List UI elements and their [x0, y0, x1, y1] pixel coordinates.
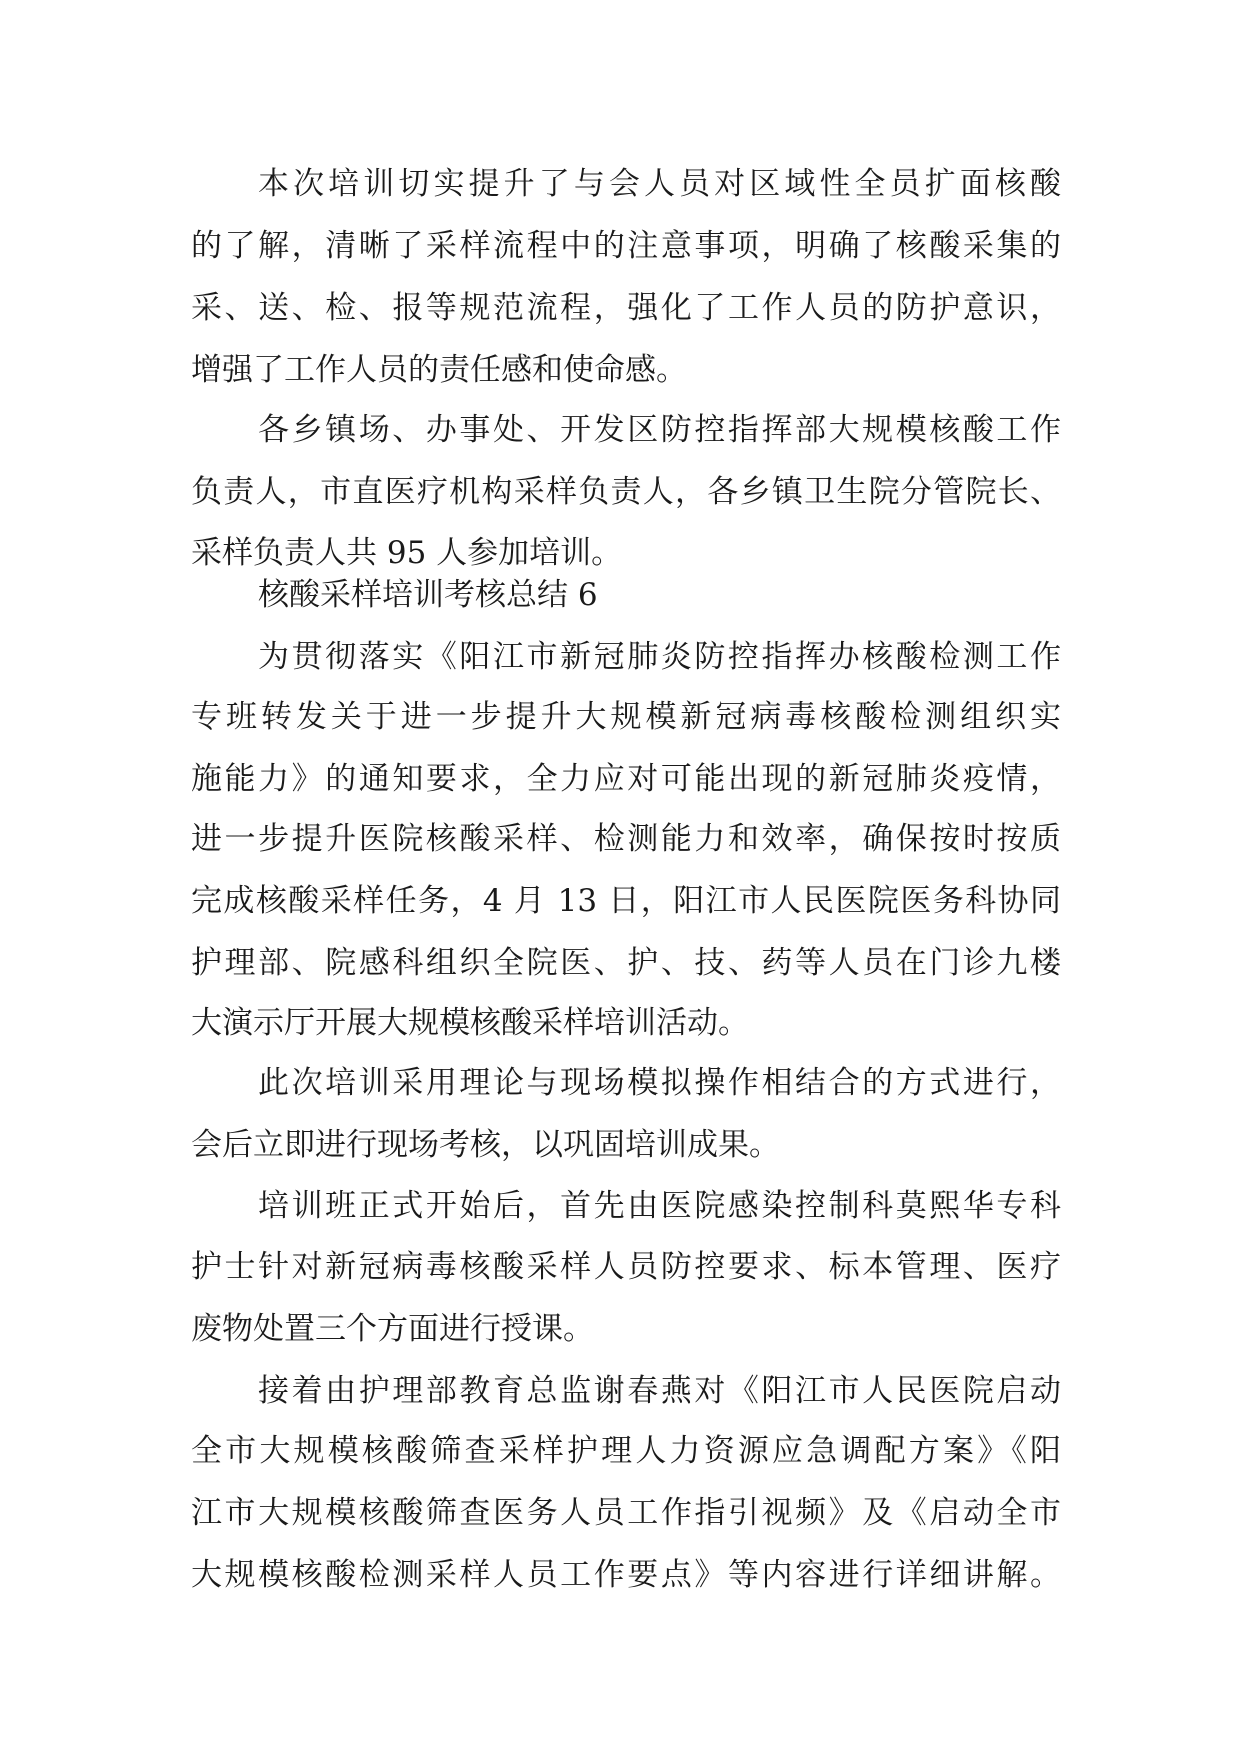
paragraph-1-line-3: 采、送、检、报等规范流程，强化了工作人员的防护意识， — [191, 290, 1061, 326]
paragraph-6-line-1: 接着由护理部教育总监谢春燕对《阳江市人民医院启动 — [258, 1373, 1061, 1409]
paragraph-4-line-2: 会后立即进行现场考核，以巩固培训成果。 — [191, 1127, 780, 1163]
paragraph-6-line-4: 大规模核酸检测采样人员工作要点》等内容进行详细讲解。 — [191, 1557, 1061, 1593]
paragraph-3-line-3: 施能力》的通知要求，全力应对可能出现的新冠肺炎疫情， — [191, 761, 1061, 797]
paragraph-5-line-2: 护士针对新冠病毒核酸采样人员防控要求、标本管理、医疗 — [191, 1249, 1061, 1285]
paragraph-3-line-1: 为贯彻落实《阳江市新冠肺炎防控指挥办核酸检测工作 — [258, 639, 1061, 675]
paragraph-5-line-1: 培训班正式开始后，首先由医院感染控制科莫熙华专科 — [258, 1188, 1061, 1224]
section-heading: 核酸采样培训考核总结 6 — [258, 577, 598, 613]
paragraph-6-line-3: 江市大规模核酸筛查医务人员工作指引视频》及《启动全市 — [191, 1495, 1061, 1531]
paragraph-3-line-5: 完成核酸采样任务，4 月 13 日，阳江市人民医院医务科协同 — [191, 883, 1061, 919]
paragraph-6-line-2: 全市大规模核酸筛查采样护理人力资源应急调配方案》《阳 — [191, 1433, 1061, 1469]
paragraph-3-line-6: 护理部、院感科组织全院医、护、技、药等人员在门诊九楼 — [191, 945, 1061, 981]
paragraph-3-line-7: 大演示厅开展大规模核酸采样培训活动。 — [191, 1005, 749, 1041]
paragraph-1-line-2: 的了解，清晰了采样流程中的注意事项，明确了核酸采集的 — [191, 228, 1061, 264]
paragraph-5-line-3: 废物处置三个方面进行授课。 — [191, 1311, 594, 1347]
paragraph-2-line-2: 负责人，市直医疗机构采样负责人，各乡镇卫生院分管院长、 — [191, 474, 1061, 510]
paragraph-2-line-3: 采样负责人共 95 人参加培训。 — [191, 535, 623, 571]
paragraph-4-line-1: 此次培训采用理论与现场模拟操作相结合的方式进行， — [258, 1065, 1061, 1101]
paragraph-1-line-4: 增强了工作人员的责任感和使命感。 — [191, 352, 687, 388]
paragraph-1-line-1: 本次培训切实提升了与会人员对区域性全员扩面核酸 — [258, 166, 1061, 202]
paragraph-3-line-2: 专班转发关于进一步提升大规模新冠病毒核酸检测组织实 — [191, 699, 1061, 735]
paragraph-2-line-1: 各乡镇场、办事处、开发区防控指挥部大规模核酸工作 — [258, 412, 1061, 448]
paragraph-3-line-4: 进一步提升医院核酸采样、检测能力和效率，确保按时按质 — [191, 821, 1061, 857]
